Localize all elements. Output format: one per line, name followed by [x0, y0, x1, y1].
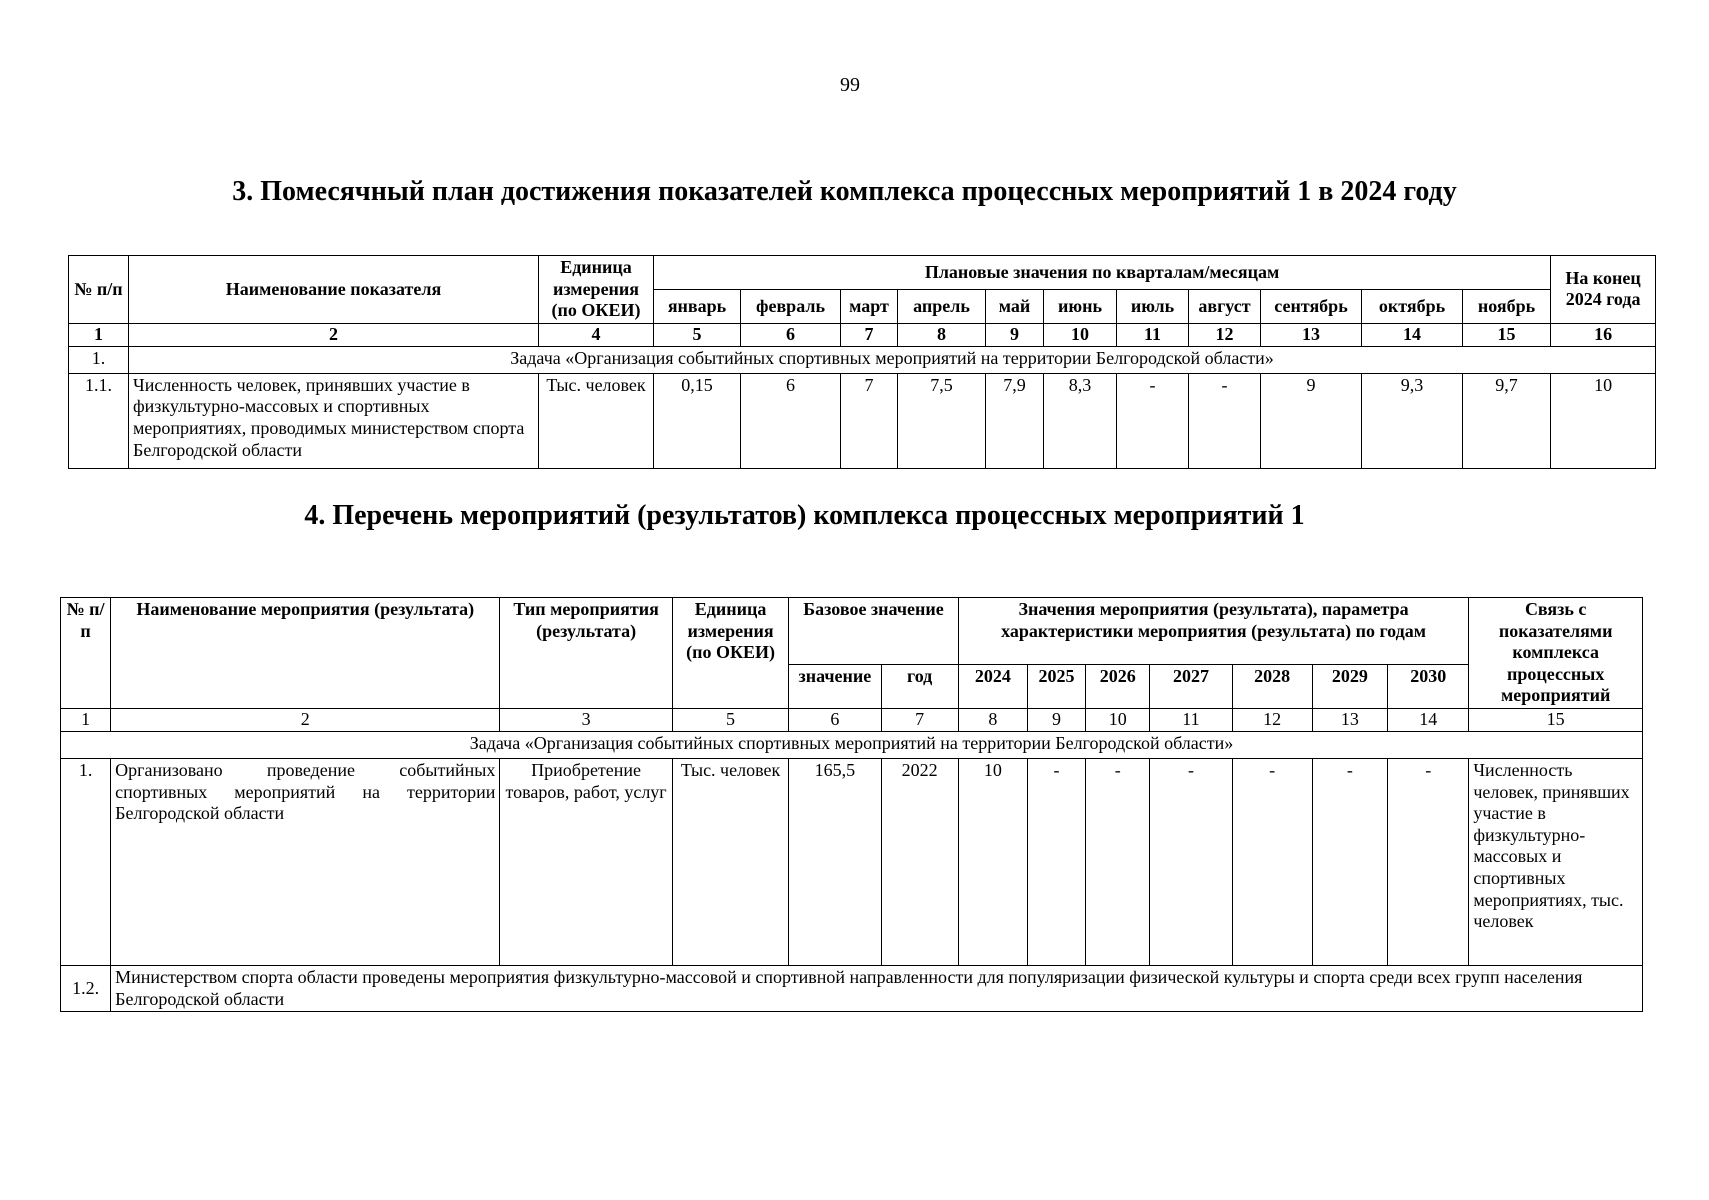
header-activity-type: Тип мероприятия (результата) — [500, 598, 673, 709]
column-number: 5 — [672, 708, 788, 731]
base-year: 2022 — [881, 758, 958, 965]
month-value: 7,9 — [986, 373, 1044, 468]
column-number: 6 — [741, 323, 841, 346]
column-number: 15 — [1463, 323, 1551, 346]
monthly-plan-table — [68, 255, 1656, 469]
column-number: 11 — [1150, 708, 1232, 731]
table-row — [69, 373, 1656, 468]
header-month: октябрь — [1362, 289, 1463, 323]
base-value: 165,5 — [789, 758, 881, 965]
year-value: - — [1232, 758, 1312, 965]
column-number: 10 — [1086, 708, 1150, 731]
month-value: 9,7 — [1463, 373, 1551, 468]
task-num: 1. — [69, 346, 129, 373]
column-number-row — [61, 708, 1643, 731]
header-activity-name: Наименование мероприятия (результата) — [111, 598, 500, 709]
column-number: 12 — [1232, 708, 1312, 731]
header-num: № п/п — [69, 256, 129, 324]
column-number: 9 — [986, 323, 1044, 346]
month-value: 7,5 — [898, 373, 986, 468]
activity-name: Организовано проведение событийных спортивных мероприятий на территории Белгородской области — [111, 758, 500, 965]
table-row — [61, 758, 1643, 965]
column-number: 1 — [61, 708, 111, 731]
linked-indicator: Численность человек, принявших участие в физкультурно-массовых и спортивных мероприятиях, тыс. человек — [1469, 758, 1643, 965]
column-number: 12 — [1189, 323, 1261, 346]
header-year: 2026 — [1086, 665, 1150, 709]
month-value: 7 — [841, 373, 898, 468]
header-unit: Единица измерения (по ОКЕИ) — [539, 256, 654, 324]
row-num: 1. — [61, 758, 111, 965]
month-value: 9,3 — [1362, 373, 1463, 468]
header-unit: Единица измерения (по ОКЕИ) — [672, 598, 788, 709]
task-text: Задача «Организация событийных спортивных мероприятий на территории Белгородской области» — [61, 731, 1643, 758]
column-number: 2 — [129, 323, 539, 346]
section-4-title: 4. Перечень мероприятий (результатов) комплекса процессных мероприятий 1 — [304, 500, 1305, 531]
column-number: 14 — [1388, 708, 1469, 731]
header-month: ноябрь — [1463, 289, 1551, 323]
month-value: 0,15 — [654, 373, 741, 468]
task-text: Задача «Организация событийных спортивных мероприятий на территории Белгородской области» — [129, 346, 1656, 373]
header-year: 2024 — [958, 665, 1027, 709]
year-value: - — [1150, 758, 1232, 965]
header-year: 2027 — [1150, 665, 1232, 709]
column-number: 9 — [1027, 708, 1085, 731]
column-number: 8 — [958, 708, 1027, 731]
header-values-by-year: Значения мероприятия (результата), параметра характеристики мероприятия (результата) по годам — [958, 598, 1469, 665]
year-value: 10 — [958, 758, 1027, 965]
year-value: - — [1027, 758, 1085, 965]
column-number-row — [69, 323, 1656, 346]
column-number: 13 — [1312, 708, 1387, 731]
column-number: 14 — [1362, 323, 1463, 346]
column-number: 7 — [881, 708, 958, 731]
page-number: 99 — [840, 74, 860, 96]
column-number: 8 — [898, 323, 986, 346]
header-year: 2030 — [1388, 665, 1469, 709]
column-number: 2 — [111, 708, 500, 731]
indicator-name: Численность человек, принявших участие в физкультурно-массовых и спортивных мероприятиях, проводимых министерством спорта Белгородской области — [129, 373, 539, 468]
row-num: 1.2. — [61, 965, 111, 1011]
activity-type: Приобретение товаров, работ, услуг — [500, 758, 673, 965]
column-number: 11 — [1117, 323, 1189, 346]
header-link: Связь с показателями комплекса процессных мероприятий — [1469, 598, 1643, 709]
header-month: июнь — [1044, 289, 1117, 323]
row-num: 1.1. — [69, 373, 129, 468]
column-number: 10 — [1044, 323, 1117, 346]
header-month: июль — [1117, 289, 1189, 323]
header-year: 2025 — [1027, 665, 1085, 709]
year-value: - — [1312, 758, 1387, 965]
column-number: 1 — [69, 323, 129, 346]
header-year: 2028 — [1232, 665, 1312, 709]
header-month: сентябрь — [1261, 289, 1362, 323]
result-description: Министерством спорта области проведены мероприятия физкультурно-массовой и спортивной направленности для популяризации физической культуры и спорта среди всех групп населения Белгородской области — [111, 965, 1643, 1011]
header-month: апрель — [898, 289, 986, 323]
header-month: март — [841, 289, 898, 323]
column-number: 15 — [1469, 708, 1643, 731]
header-base-value-value: значение — [789, 665, 881, 709]
indicator-unit: Тыс. человек — [539, 373, 654, 468]
header-month: январь — [654, 289, 741, 323]
column-number: 6 — [789, 708, 881, 731]
month-value: - — [1189, 373, 1261, 468]
header-year: 2029 — [1312, 665, 1387, 709]
header-indicator-name: Наименование показателя — [129, 256, 539, 324]
activity-unit: Тыс. человек — [672, 758, 788, 965]
month-value: - — [1117, 373, 1189, 468]
task-row — [69, 346, 1656, 373]
header-month: май — [986, 289, 1044, 323]
section-3-title: 3. Помесячный план достижения показателей комплекса процессных мероприятий 1 в 2024 году — [232, 176, 1457, 207]
header-month: февраль — [741, 289, 841, 323]
column-number: 3 — [500, 708, 673, 731]
header-end-of-year: На конец 2024 года — [1551, 256, 1656, 324]
table-row — [61, 965, 1643, 1011]
header-base-value-year: год — [881, 665, 958, 709]
year-value: - — [1086, 758, 1150, 965]
month-value: 6 — [741, 373, 841, 468]
column-number: 13 — [1261, 323, 1362, 346]
column-number: 16 — [1551, 323, 1656, 346]
header-num: № п/п — [61, 598, 111, 709]
task-row — [61, 731, 1643, 758]
activities-table — [60, 597, 1643, 1012]
header-planned-values: Плановые значения по кварталам/месяцам — [654, 256, 1551, 290]
header-base-value: Базовое значение — [789, 598, 959, 665]
month-value: 8,3 — [1044, 373, 1117, 468]
end-of-year-value: 10 — [1551, 373, 1656, 468]
year-value: - — [1388, 758, 1469, 965]
column-number: 5 — [654, 323, 741, 346]
month-value: 9 — [1261, 373, 1362, 468]
header-month: август — [1189, 289, 1261, 323]
column-number: 4 — [539, 323, 654, 346]
column-number: 7 — [841, 323, 898, 346]
